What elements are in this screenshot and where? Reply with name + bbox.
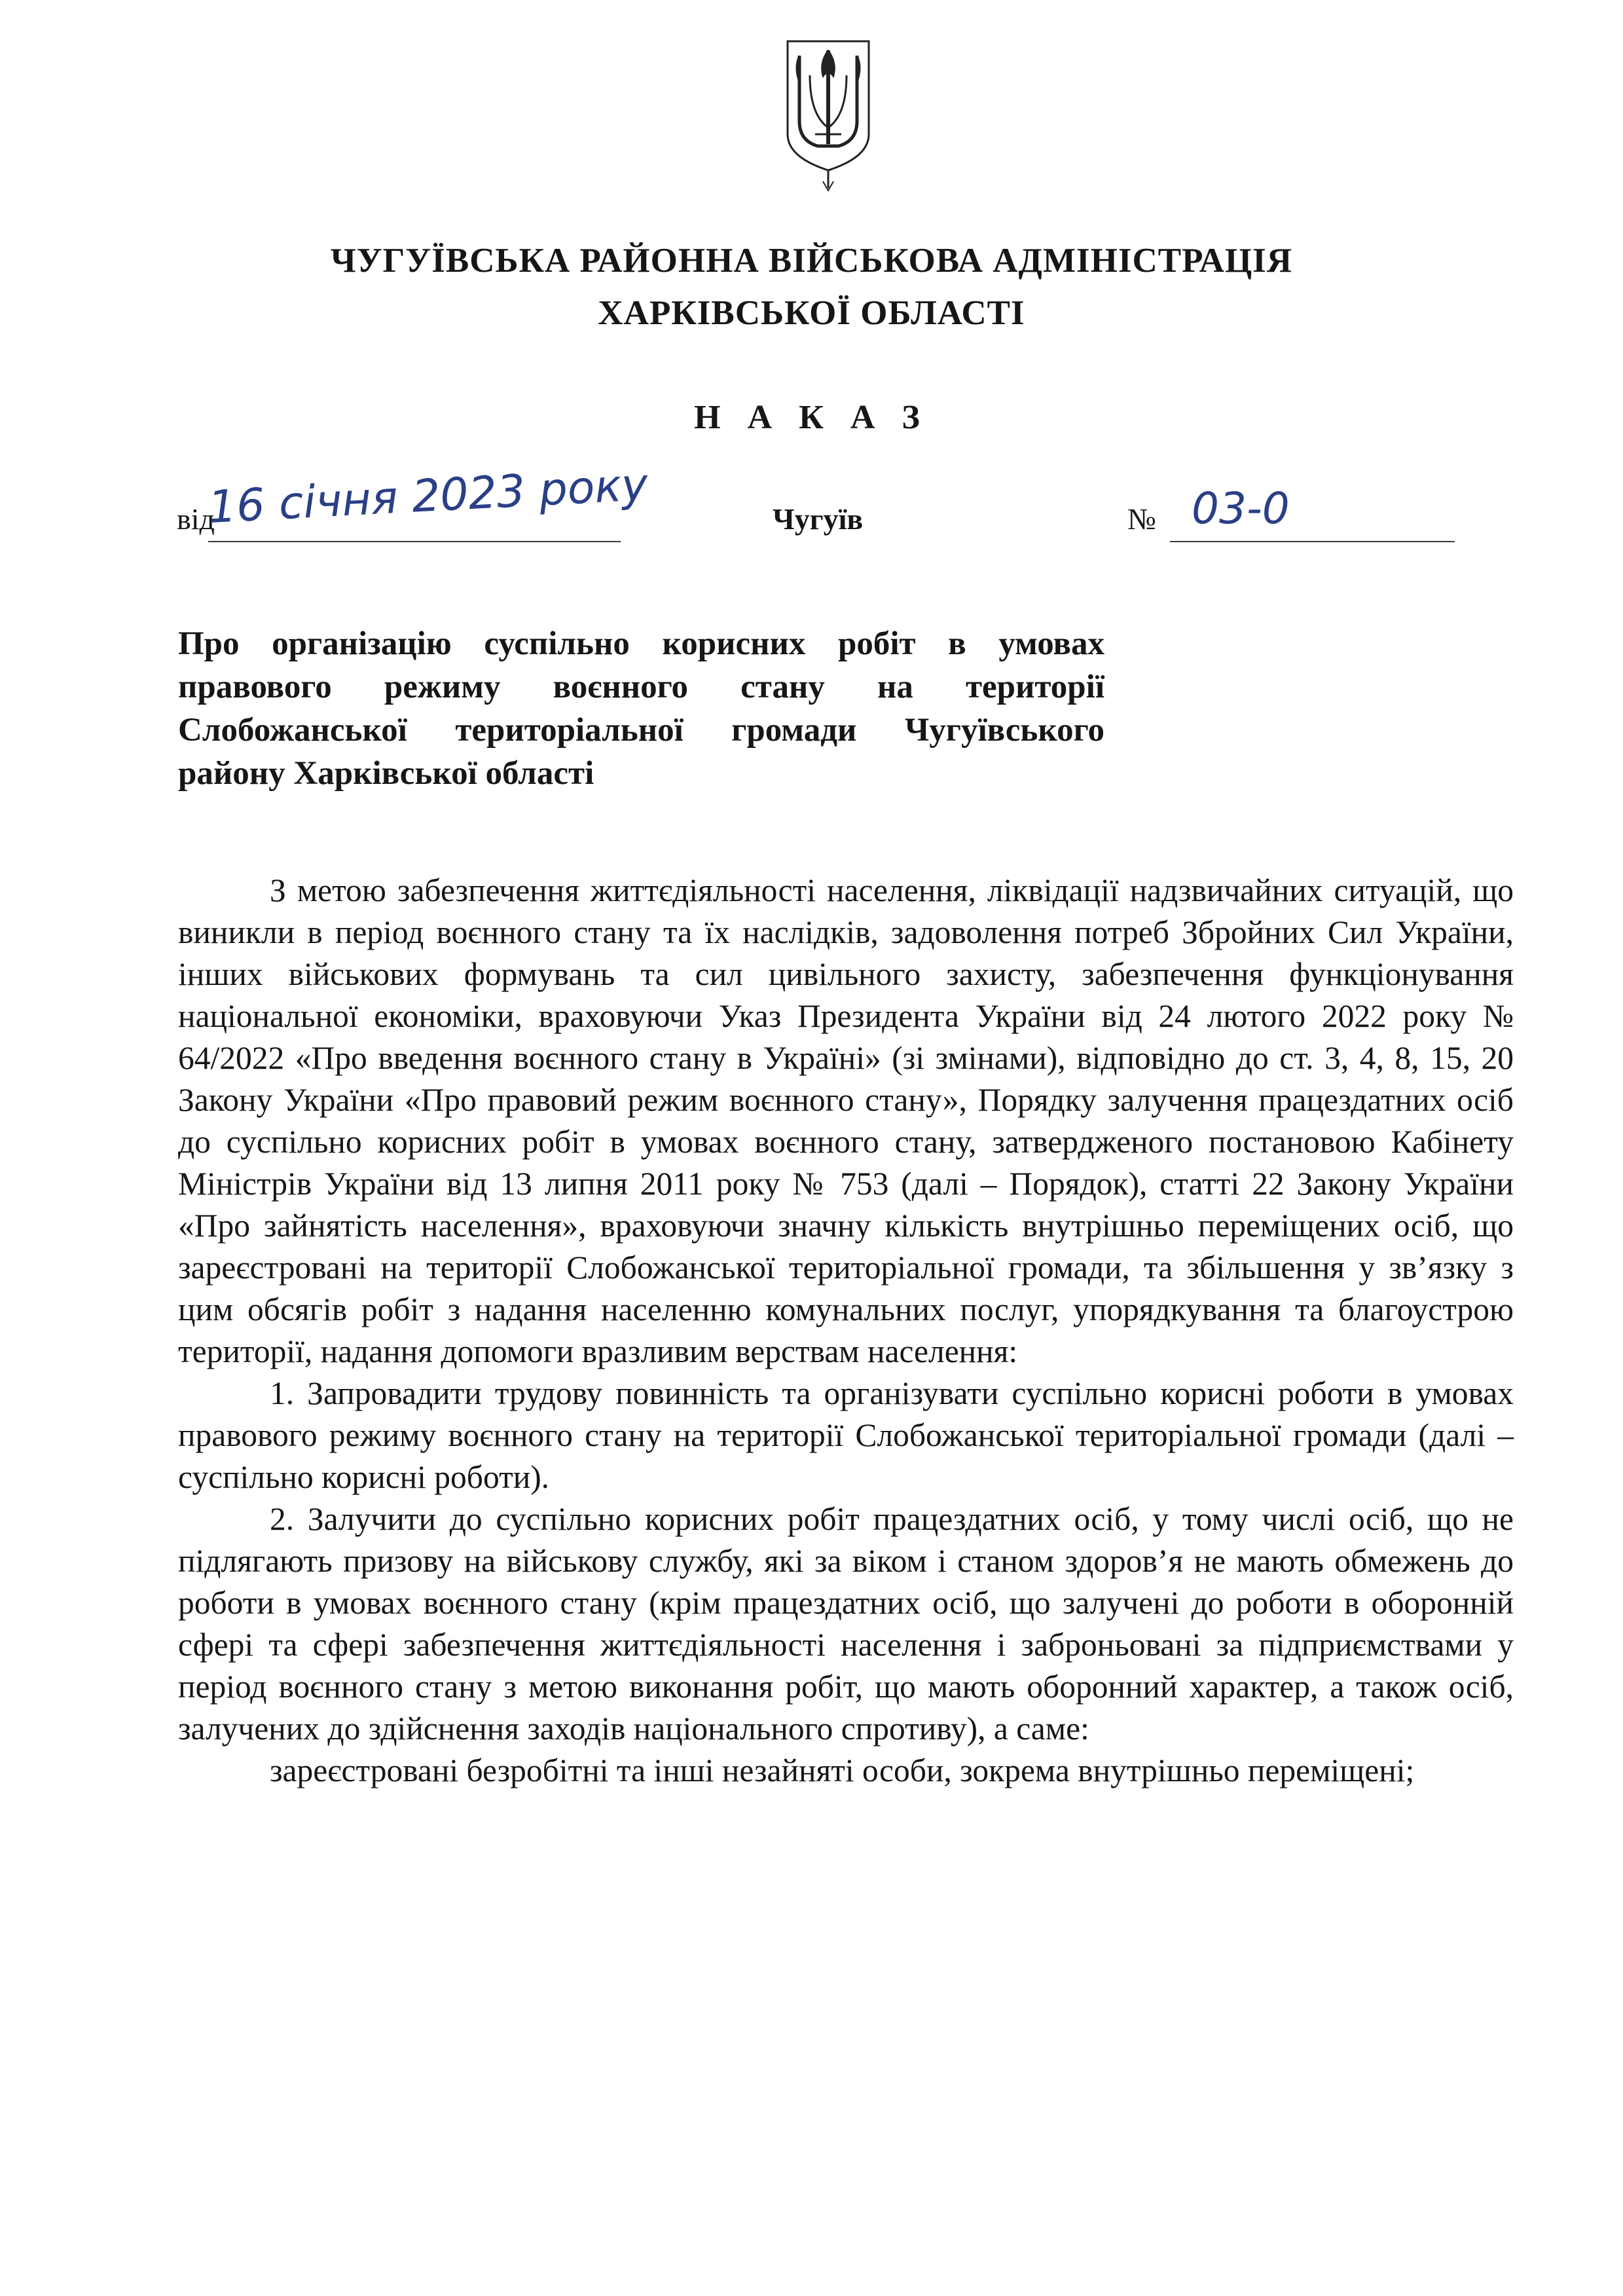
subject-line: правового режиму воєнного стану на території bbox=[178, 669, 1104, 705]
number-prefix: № bbox=[1127, 502, 1156, 536]
date-prefix: від bbox=[177, 502, 215, 536]
handwritten-date: 16 січня 2023 року bbox=[206, 458, 649, 534]
subject-line: Про організацію суспільно корисних робіт в умовах bbox=[178, 625, 1104, 662]
order-body bbox=[178, 870, 1514, 1792]
organization-name-line2: ХАРКІВСЬКОЇ ОБЛАСТІ bbox=[598, 294, 1025, 332]
subject-line: Слобожанської територіальної громади Чугуївського bbox=[178, 712, 1104, 749]
number-underline bbox=[1170, 541, 1455, 542]
trident-coat-of-arms-icon bbox=[776, 36, 881, 193]
place-of-issue: Чугуїв bbox=[773, 502, 864, 536]
preamble-paragraph: З метою забезпечення життєдіяльності населення, ліквідації надзвичайних ситуацій, що виникли в період воєнного стану та їх наслідків, задоволення потреб Збройних Сил України, інших військових формувань та сил цивільного захисту, забезпечення функціонування національної економіки, враховуючи Указ Президента України від 24 лютого 2022 року № 64/2022 «Про введення воєнного стану в Україні» (зі змінами), відповідно до ст. 3, 4, 8, 15, 20 Закону України «Про правовий режим воєнного стану», Порядку залучення працездатних осіб до суспільно корисних робіт в умовах воєнного стану, затвердженого постановою Кабінету Міністрів України від 13 липня 2011 року № 753 (далі – Порядок), статті 22 Закону України «Про зайнятість населення», враховуючи значну кількість внутрішньо переміщених осіб, що зареєстровані на території Слобожанської територіальної громади, та збільшення у зв’язку з цим обсягів робіт з надання населенню комунальних послуг, упорядкування та благоустрою території, надання допомоги вразливим верствам населення: bbox=[178, 872, 1514, 1369]
clause-1-paragraph: 1. Запровадити трудову повинність та організувати суспільно корисні роботи в умовах правового режиму воєнного стану на території Слобожанської територіальної громади (далі – суспільно корисні роботи). bbox=[178, 1375, 1514, 1495]
document-type-title: Н А К А З bbox=[694, 399, 929, 436]
organization-name-line1: ЧУГУЇВСЬКА РАЙОННА ВІЙСЬКОВА АДМІНІСТРАЦІЯ bbox=[330, 242, 1293, 280]
subject-line: району Харківської області bbox=[178, 755, 594, 792]
clause-2-paragraph: 2. Залучити до суспільно корисних робіт працездатних осіб, у тому числі осіб, що не підлягають призову на військову службу, які за віком і станом здоров’я не мають обмежень до роботи в умовах воєнного стану (крім працездатних осіб, що залучені до роботи в оборонній сфері та сфері забезпечення життєдіяльності населення і заброньовані за підприємствами у період воєнного стану з метою виконання робіт, що мають оборонний характер, а також осіб, залучених до здійснення заходів національного спротиву), а саме: bbox=[178, 1501, 1514, 1747]
clause-2-item-paragraph: зареєстровані безробітні та інші незайняті особи, зокрема внутрішньо переміщені; bbox=[270, 1752, 1415, 1788]
order-subject bbox=[178, 622, 1104, 795]
handwritten-order-number: 03-0 bbox=[1192, 483, 1290, 534]
date-underline bbox=[208, 541, 621, 542]
